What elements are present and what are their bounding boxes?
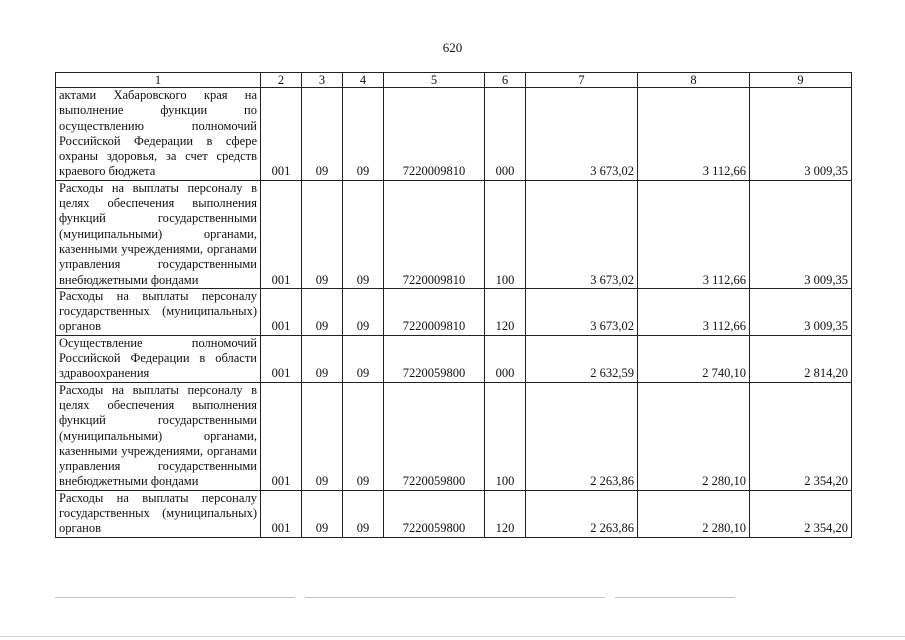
cell-c4: 09 — [343, 180, 384, 288]
table-row — [56, 180, 852, 288]
cell-c6: 100 — [485, 180, 526, 288]
cell-c9: 3 009,35 — [750, 88, 852, 181]
table-row — [56, 382, 852, 490]
cell-c2: 001 — [261, 335, 302, 382]
column-header: 4 — [343, 73, 384, 88]
column-header: 2 — [261, 73, 302, 88]
cell-c7: 3 673,02 — [526, 288, 638, 335]
cell-c7: 3 673,02 — [526, 88, 638, 181]
row-description: Расходы на выплаты персоналу в целях обеспечения выполнения функций государственными (муниципальными) органами, казенными учреждениями, органами управления государственными внебюджетными фондами — [56, 382, 261, 490]
cell-c8: 3 112,66 — [638, 180, 750, 288]
cell-c8: 2 280,10 — [638, 382, 750, 490]
cell-c2: 001 — [261, 288, 302, 335]
column-header: 7 — [526, 73, 638, 88]
cell-c4: 09 — [343, 382, 384, 490]
cell-c7: 2 632,59 — [526, 335, 638, 382]
cell-c7: 2 263,86 — [526, 490, 638, 537]
cell-c6: 000 — [485, 88, 526, 181]
table-row — [56, 490, 852, 537]
cell-c3: 09 — [302, 335, 343, 382]
cell-c9: 3 009,35 — [750, 288, 852, 335]
cell-c8: 2 740,10 — [638, 335, 750, 382]
cell-c5: 7220059800 — [384, 490, 485, 537]
cell-c5: 7220009810 — [384, 88, 485, 181]
cell-c8: 3 112,66 — [638, 288, 750, 335]
column-header: 6 — [485, 73, 526, 88]
cell-c2: 001 — [261, 490, 302, 537]
footer-path-line — [55, 595, 851, 601]
table-row — [56, 335, 852, 382]
row-description: Расходы на выплаты персоналу в целях обеспечения выполнения функций государственными (муниципальными) органами, казенными учреждениями, органами управления государственными внебюджетными фондами — [56, 180, 261, 288]
cell-c9: 3 009,35 — [750, 180, 852, 288]
cell-c3: 09 — [302, 180, 343, 288]
cell-c6: 000 — [485, 335, 526, 382]
cell-c7: 3 673,02 — [526, 180, 638, 288]
row-description: Расходы на выплаты персоналу государственных (муниципальных) органов — [56, 490, 261, 537]
table-row — [56, 288, 852, 335]
table-header-row — [56, 73, 852, 88]
cell-c4: 09 — [343, 288, 384, 335]
cell-c8: 3 112,66 — [638, 88, 750, 181]
column-header: 9 — [750, 73, 852, 88]
cell-c6: 100 — [485, 382, 526, 490]
cell-c4: 09 — [343, 490, 384, 537]
cell-c9: 2 354,20 — [750, 382, 852, 490]
row-description: Расходы на выплаты персоналу государственных (муниципальных) органов — [56, 288, 261, 335]
cell-c5: 7220059800 — [384, 382, 485, 490]
table-row — [56, 88, 852, 181]
cell-c3: 09 — [302, 490, 343, 537]
column-header: 3 — [302, 73, 343, 88]
page-number: 620 — [442, 40, 463, 55]
cell-c7: 2 263,86 — [526, 382, 638, 490]
cell-c2: 001 — [261, 382, 302, 490]
budget-table — [55, 72, 852, 538]
page-bottom-rule — [0, 636, 905, 637]
cell-c5: 7220009810 — [384, 180, 485, 288]
column-header: 1 — [56, 73, 261, 88]
column-header: 8 — [638, 73, 750, 88]
cell-c4: 09 — [343, 335, 384, 382]
cell-c3: 09 — [302, 382, 343, 490]
cell-c6: 120 — [485, 490, 526, 537]
cell-c5: 7220059800 — [384, 335, 485, 382]
cell-c9: 2 814,20 — [750, 335, 852, 382]
cell-c6: 120 — [485, 288, 526, 335]
cell-c4: 09 — [343, 88, 384, 181]
row-description: Осуществление полномочий Российской Федерации в области здравоохранения — [56, 335, 261, 382]
cell-c8: 2 280,10 — [638, 490, 750, 537]
cell-c2: 001 — [261, 180, 302, 288]
column-header: 5 — [384, 73, 485, 88]
cell-c5: 7220009810 — [384, 288, 485, 335]
cell-c9: 2 354,20 — [750, 490, 852, 537]
row-description: актами Хабаровского края на выполнение функции по осуществлению полномочий Российской Федерации в сфере охраны здоровья, за счет средств краевого бюджета — [56, 88, 261, 181]
cell-c3: 09 — [302, 288, 343, 335]
cell-c2: 001 — [261, 88, 302, 181]
cell-c3: 09 — [302, 88, 343, 181]
